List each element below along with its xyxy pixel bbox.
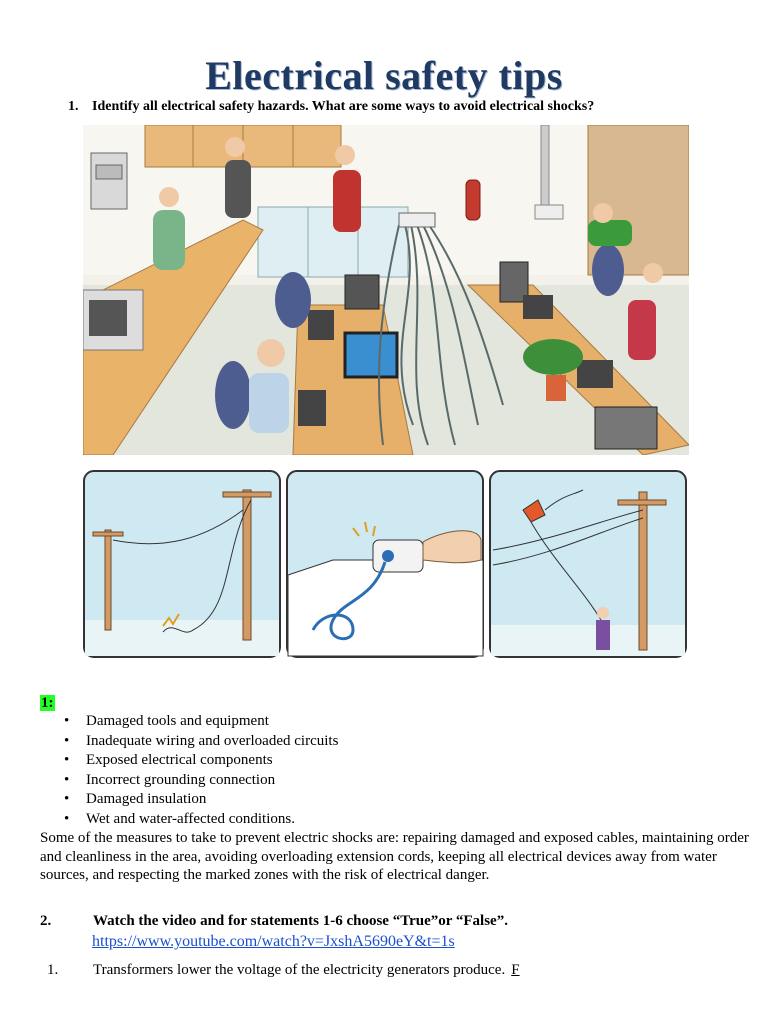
statement-1-text: Transformers lower the voltage of the electricity generators produce. xyxy=(93,962,506,978)
panel-kite-power-lines xyxy=(490,471,686,657)
measures-paragraph: Some of the measures to take to prevent electric shocks are: repairing damaged and exposed cables, maintaining order and cleanliness in the area, avoiding overloading extension cords, keeping all electrical devices away from water sources, and respecting the marked zones with the risk of electrical danger. xyxy=(40,830,749,883)
list-item: • Damaged tools and equipment xyxy=(62,712,338,732)
answer-1-label: 1: xyxy=(41,695,54,711)
statement-1-answer[interactable]: F xyxy=(511,962,520,978)
page-title: Electrical safety tips xyxy=(205,53,563,98)
statement-1-number: 1. xyxy=(47,962,59,978)
statement-1 xyxy=(47,962,524,979)
video-link[interactable]: https://www.youtube.com/watch?v=JxshA5690eY&t=1s xyxy=(92,933,455,950)
question-2-number: 2. xyxy=(40,913,52,929)
office-hazards-illustration xyxy=(83,125,689,455)
list-item: • Wet and water-affected conditions. xyxy=(62,810,338,830)
question-2-text: Watch the video and for statements 1-6 choose “True”or “False”. xyxy=(93,913,508,929)
list-item: • Inadequate wiring and overloaded circuits xyxy=(62,732,338,752)
panel-fallen-power-line xyxy=(84,471,280,657)
hazards-list xyxy=(62,712,338,829)
danger-scenarios-panels xyxy=(83,470,687,658)
question-1-number: 1. xyxy=(68,99,79,114)
list-item: • Damaged insulation xyxy=(62,790,338,810)
list-item: • Incorrect grounding connection xyxy=(62,771,338,791)
question-1 xyxy=(68,99,594,115)
panel-plug-in-socket xyxy=(287,471,483,657)
question-2 xyxy=(40,913,508,930)
question-1-text: Identify all electrical safety hazards. What are some ways to avoid electrical shocks? xyxy=(92,99,595,114)
list-item: • Exposed electrical components xyxy=(62,751,338,771)
